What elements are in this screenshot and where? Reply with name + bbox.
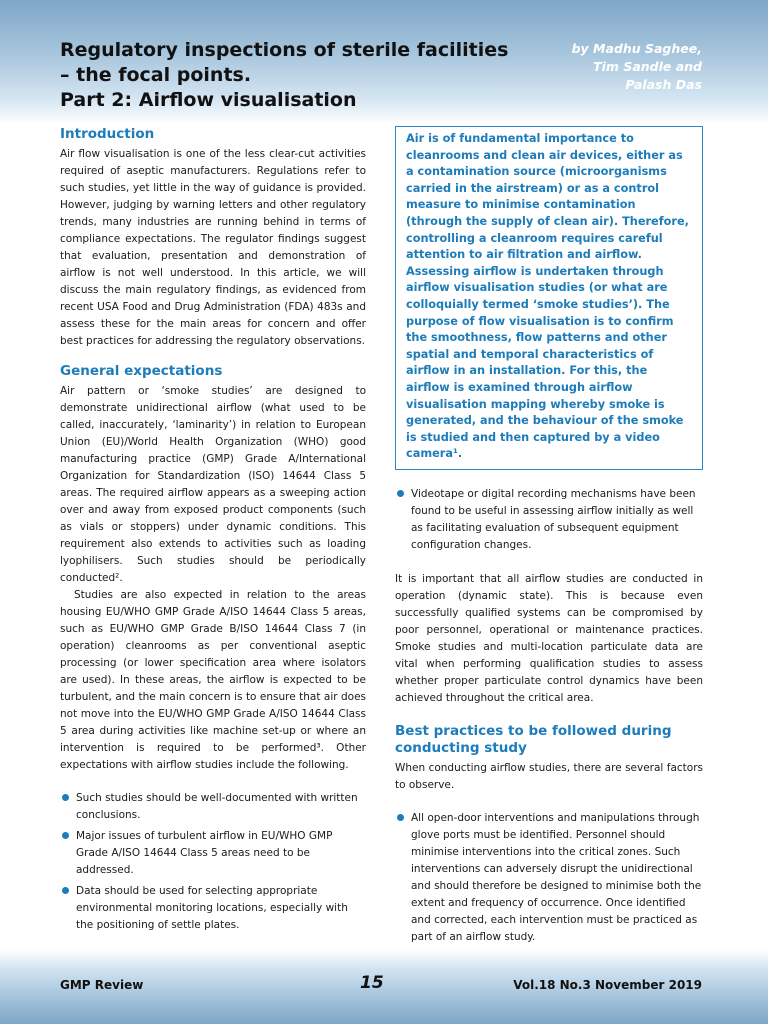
list-item [60,790,366,824]
list-item-text: Major issues of turbulent airflow in EU/WHO GMP Grade A/ISO 14644 Class 5 areas need to be addressed. [76,830,333,876]
best-practices-paragraph: When conducting airflow studies, there are several factors to observe. [395,761,703,791]
bullet-icon [62,832,69,839]
list-item-text: Videotape or digital recording mechanisms have been found to be useful in assessing airflow initially as well as facilitating evaluation of subsequent equipment configuration changes. [411,487,696,551]
left-column [60,126,366,938]
title-line: Regulatory inspections of sterile facilities [60,39,509,61]
general-paragraph-2: Studies are also expected in relation to the areas housing EU/WHO GMP Grade A/ISO 14644 Class 5 areas, such as EU/WHO GMP Grade B/ISO 14644 Class 7 (in operation) cleanrooms as per conventional aseptic processing (or lower specification area where isolators are used). In these areas, the airflow is expected to be turbulent, and the main concern is to ensure that air does not move into the EU/WHO GMP Grade A/ISO 14644 Class 5 area during activities like machine set-up or where an intervention is required to be performed³. Other expectations with airflow studies include the following. [60,589,366,771]
best-practices-list [395,810,703,946]
issue-info: Vol.18 No.3 November 2019 [513,978,702,992]
bullet-icon [62,887,69,894]
best-practices-heading: Best practices to be followed during conducting study [395,722,672,756]
right-column [395,126,703,950]
dynamic-state-paragraph: It is important that all airflow studies are conducted in operation (dynamic state). This is because even successfully qualified systems can be compromised by poor personnel, operational or maintenance practices. Smoke studies and multi-location particulate data are vital when performing qualification studies to assess whether proper particulate control dynamics have been achieved throughout the critical area. [395,572,703,704]
list-item [60,828,366,879]
author-line: by Madhu Saghee, [571,41,702,56]
recording-list [395,486,703,554]
title-line: – the focal points. [60,64,252,86]
list-item [395,810,703,946]
author-byline [532,40,702,94]
list-item [60,883,366,934]
list-item-text: Data should be used for selecting appropriate environmental monitoring locations, especially with the positioning of settle plates. [76,885,348,931]
introduction-paragraph: Air flow visualisation is one of the less clear-cut activities required of aseptic manufacturers. Regulations refer to such studies, yet little in the way of guidance is provided. However, judging by warning letters and other regulatory trends, many industries are running behind in terms of compliance expectations. The regulator findings suggest that evaluation, presentation and demonstration of airflow is not well understood. In this article, we will discuss the main regulatory findings, as evidenced from recent USA Food and Drug Administration (FDA) 483s and assess these for the main areas for concern and offer best practices for addressing the regulatory observations. [60,148,366,347]
list-item [395,486,703,554]
expectations-list [60,790,366,934]
general-paragraph-1: Air pattern or ‘smoke studies’ are designed to demonstrate unidirectional airflow (what used to be called, inaccurately, ‘laminarity’) in relation to European Union (EU)/World Health Organization (WHO) good manufacturing practice (GMP) Grade A/International Organization for Standardization (ISO) 14644 Class 5 areas. The required airflow appears as a sweeping action over and away from exposed product components (such as vials or stoppers) under dynamic conditions. This requirement also extends to activities such as loading lyophilisers. Such studies should be periodically conducted². [60,385,366,584]
bullet-icon [397,490,404,497]
list-item-text: Such studies should be well-documented with written conclusions. [76,792,358,821]
author-line: Tim Sandle and [593,59,702,74]
title-line: Part 2: Airflow visualisation [60,89,357,111]
author-line: Palash Das [625,77,702,92]
list-item-text: All open-door interventions and manipulations through glove ports must be identified. Personnel should minimise interventions into the critical zones. Such interventions can adversely disrupt the unidirectional and should therefore be designed to minimise both the extent and frequency of occurrence. Once identified and corrected, each intervention must be practiced as part of an airflow study. [411,811,702,943]
introduction-heading: Introduction [60,126,155,142]
callout-box: Air is of fundamental importance to cleanrooms and clean air devices, either as a contamination source (microorganisms carried in the airstream) or as a control measure to minimise contamination (through the supply of clean air). Therefore, controlling a cleanroom requires careful attention to air filtration and airflow. Assessing airflow is undertaken through airflow visualisation studies (or what are colloquially termed ‘smoke studies’). The purpose of flow visualisation is to confirm the smoothness, flow patterns and other spatial and temporal characteristics of airflow in an installation. For this, the airflow is examined through airflow visualisation mapping whereby smoke is generated, and the behaviour of the smoke is studied and then captured by a video camera¹. [395,126,703,470]
bullet-icon [62,794,69,801]
general-expectations-heading: General expectations [60,363,223,379]
article-title [60,38,580,113]
journal-name: GMP Review [60,978,144,992]
page-number: 15 [360,973,384,993]
bullet-icon [397,814,404,821]
